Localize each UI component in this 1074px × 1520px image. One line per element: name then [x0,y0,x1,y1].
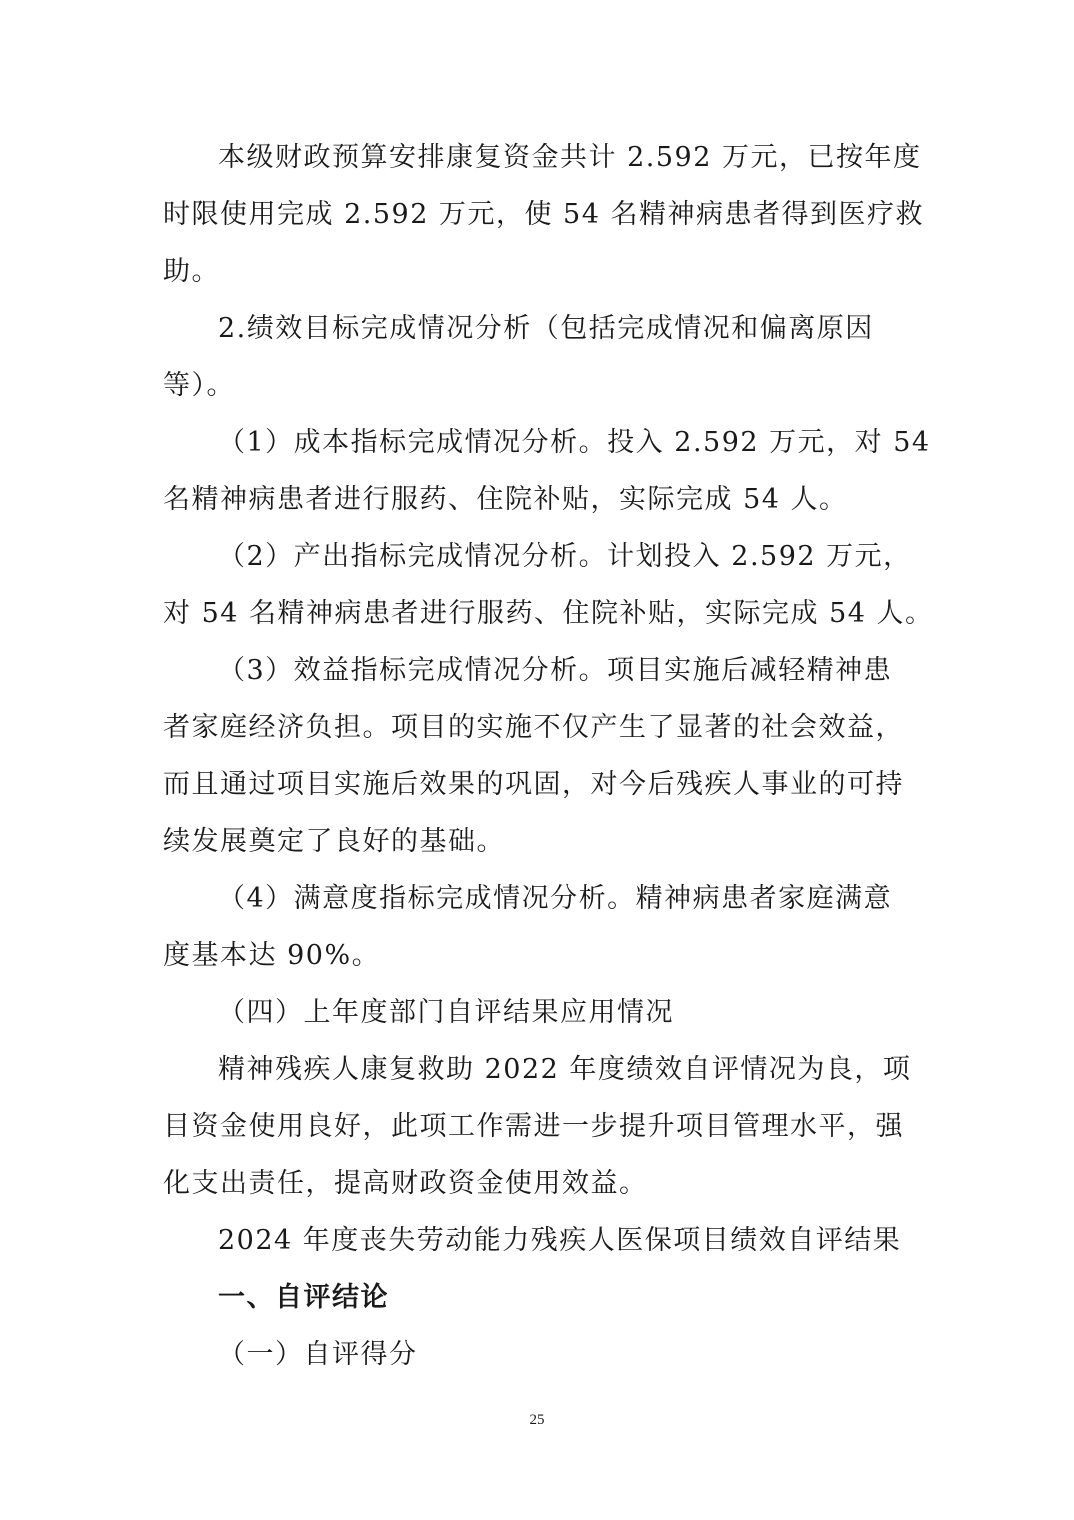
paragraph-line: 而且通过项目实施后效果的巩固，对今后残疾人事业的可持 [163,769,904,800]
chapter-heading: 一、自评结论 [218,1282,389,1313]
paragraph-line: （4）满意度指标完成情况分析。精神病患者家庭满意 [218,883,893,914]
paragraph-line: 目资金使用良好，此项工作需进一步提升项目管理水平，强 [163,1111,904,1142]
report-title: 2024 年度丧失劳动能力残疾人医保项目绩效自评结果 [218,1225,902,1256]
paragraph-line: 名精神病患者进行服药、住院补贴，实际完成 54 人。 [163,484,848,515]
paragraph-line: 化支出责任，提高财政资金使用效益。 [163,1168,648,1199]
section-heading: （一）自评得分 [218,1339,418,1370]
section-heading: 2.绩效目标完成情况分析（包括完成情况和偏离原因 [218,313,874,344]
paragraph-line: 助。 [163,256,220,287]
paragraph-line: 等）。 [163,370,235,401]
paragraph-line: 对 54 名精神病患者进行服药、住院补贴，实际完成 54 人。 [163,598,934,629]
paragraph-line: （2）产出指标完成情况分析。计划投入 2.592 万元， [218,541,912,572]
paragraph-line: 时限使用完成 2.592 万元，使 54 名精神病患者得到医疗救 [163,199,924,230]
paragraph-line: （1）成本指标完成情况分析。投入 2.592 万元，对 54 [218,427,931,458]
section-heading: （四）上年度部门自评结果应用情况 [218,997,674,1028]
paragraph-line: 度基本达 90%。 [163,940,381,971]
paragraph-line: 本级财政预算安排康复资金共计 2.592 万元，已按年度 [218,142,922,173]
paragraph-line: 者家庭经济负担。项目的实施不仅产生了显著的社会效益， [163,712,904,743]
paragraph-line: 精神残疾人康复救助 2022 年度绩效自评情况为良，项 [218,1054,912,1085]
paragraph-line: 续发展奠定了良好的基础。 [163,826,505,857]
paragraph-line: （3）效益指标完成情况分析。项目实施后减轻精神患 [218,655,893,686]
page-number: 25 [529,1412,545,1428]
